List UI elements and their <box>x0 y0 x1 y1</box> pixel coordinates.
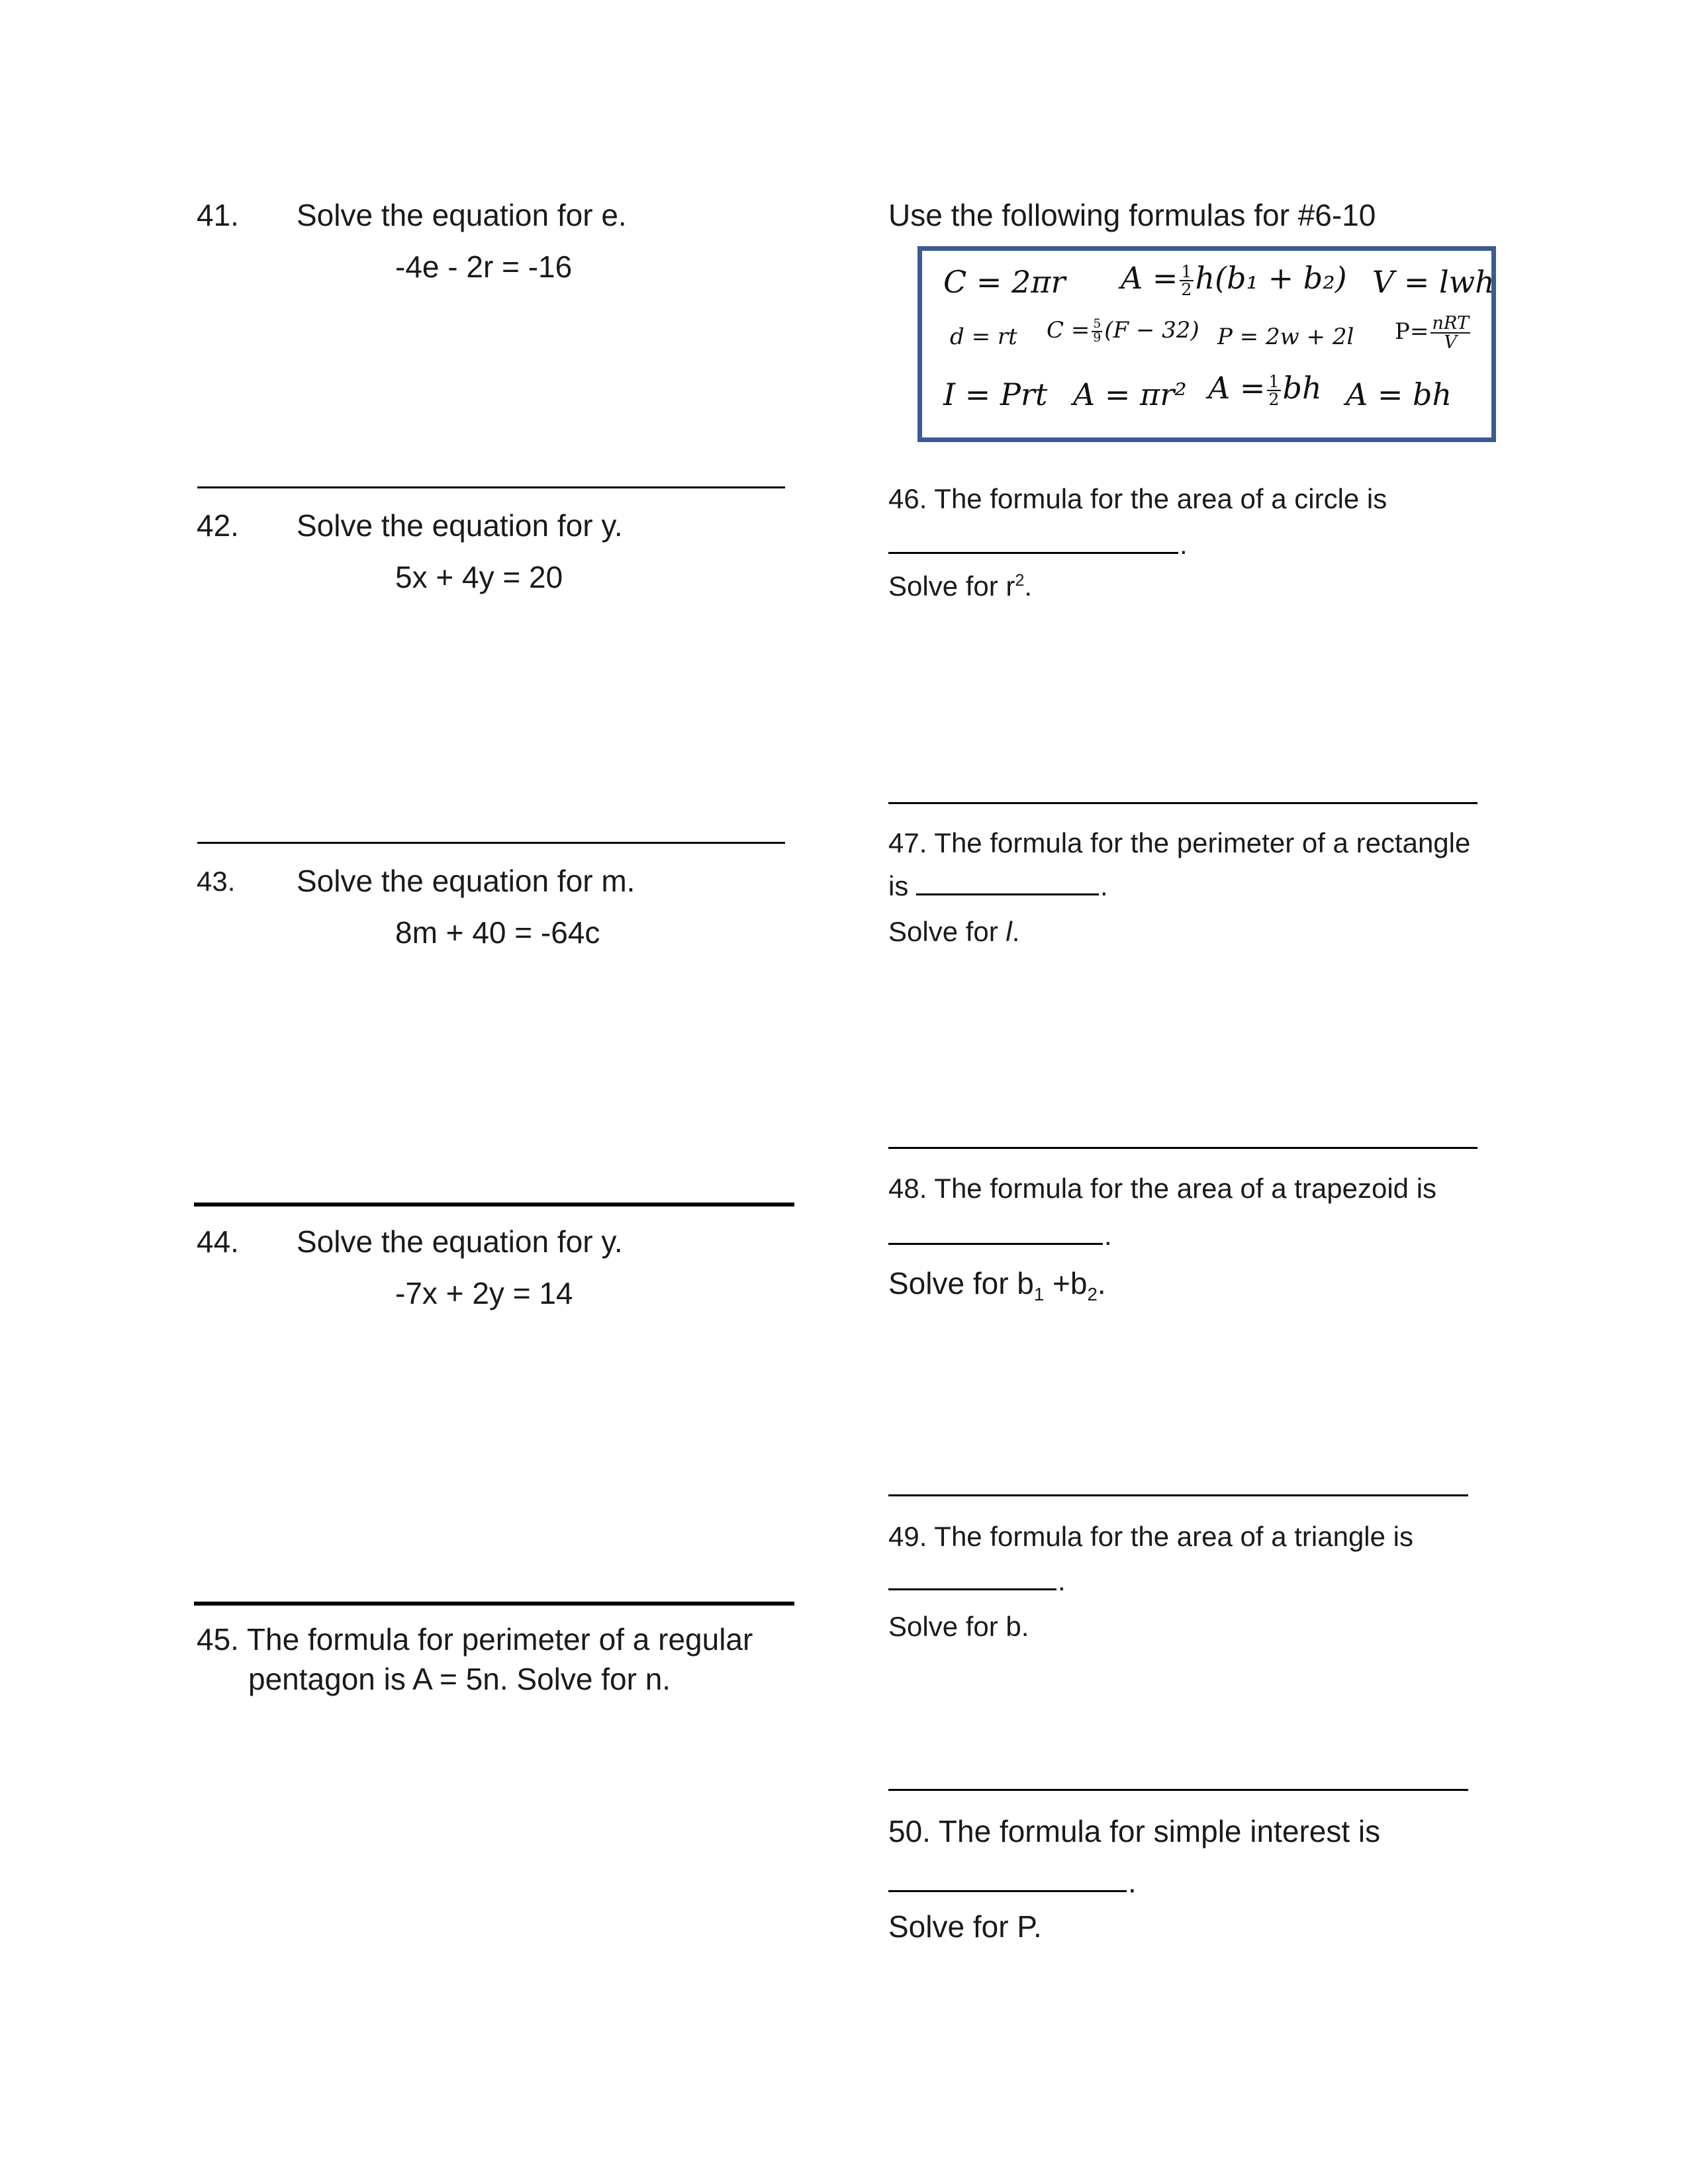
question-42-number: 42. <box>197 508 239 543</box>
question-46-blank-line <box>888 523 1188 561</box>
question-41-prompt: Solve the equation for e. <box>297 198 627 232</box>
question-43-equation: 8m + 40 = -64c <box>395 915 600 950</box>
fraction-numerator: 1 <box>1268 371 1280 391</box>
question-45-line-2: pentagon is A = 5n. Solve for n. <box>248 1662 671 1696</box>
solve-text: Solve for b <box>888 1266 1034 1300</box>
question-46-solve-for <box>888 570 1032 602</box>
formula-triangle-area <box>1208 370 1322 408</box>
formula-gas-lhs: P= <box>1395 318 1429 345</box>
fraction-denominator: 2 <box>1181 280 1192 299</box>
solve-mid: +b <box>1044 1266 1088 1300</box>
subscript-1: 1 <box>1033 1284 1045 1305</box>
question-46-line-1: 46. The formula for the area of a circle is <box>888 483 1387 514</box>
fraction-numerator: 5 <box>1093 317 1102 332</box>
answer-line-48 <box>888 1494 1468 1496</box>
formula-circumference: C = 2πr <box>943 264 1066 300</box>
formula-trapezoid-rhs: h(b₁ + b₂) <box>1195 260 1347 296</box>
solve-suffix: . <box>1024 570 1033 602</box>
answer-line-47 <box>888 1147 1477 1149</box>
fill-in-blank-46[interactable] <box>888 523 1178 554</box>
answer-line-42 <box>197 842 785 844</box>
question-50-solve-for: Solve for P. <box>888 1909 1042 1944</box>
formula-perimeter-rectangle: P = 2w + 2l <box>1217 324 1354 350</box>
fraction-denominator: 9 <box>1093 331 1102 345</box>
formula-trapezoid-area <box>1121 260 1347 298</box>
question-47-line-1: 47. The formula for the perimeter of a rectangle <box>888 827 1471 858</box>
formula-distance: d = rt <box>950 324 1017 350</box>
fraction-numerator: 1 <box>1181 261 1192 281</box>
blank-period: . <box>1128 1864 1137 1899</box>
blank-period: . <box>1058 1565 1066 1597</box>
answer-line-41 <box>197 486 785 488</box>
solve-text: Solve for r <box>888 570 1015 602</box>
formula-triangle-rhs: bh <box>1282 370 1322 406</box>
blank-period: . <box>1180 529 1188 561</box>
fill-in-blank-49[interactable] <box>888 1559 1056 1590</box>
solve-suffix: . <box>1097 1266 1106 1300</box>
question-49-line-1: 49. The formula for the area of a triangle is <box>888 1521 1413 1552</box>
question-44-number: 44. <box>197 1224 239 1259</box>
question-44-prompt: Solve the equation for y. <box>297 1224 623 1259</box>
formula-box <box>917 246 1496 442</box>
question-41-equation: -4e - 2r = -16 <box>395 250 573 284</box>
question-48-blank-line <box>888 1214 1112 1251</box>
formula-volume: V = lwh <box>1372 264 1495 300</box>
fraction-numerator: nRT <box>1432 313 1470 334</box>
formula-parallelogram-area: A = bh <box>1346 377 1452 412</box>
superscript: 2 <box>1015 571 1025 590</box>
formula-celsius-rhs: (F − 32) <box>1104 317 1199 343</box>
fraction-denominator: V <box>1444 332 1458 353</box>
question-47-line-2 <box>888 864 1108 902</box>
fill-in-blank-50[interactable] <box>888 1858 1127 1892</box>
question-48-line-1: 48. The formula for the area of a trapezoid is <box>888 1173 1437 1204</box>
subscript-2: 2 <box>1087 1284 1098 1305</box>
fraction-one-half <box>1180 263 1193 298</box>
solve-suffix: . <box>1011 916 1020 947</box>
question-43-prompt: Solve the equation for m. <box>297 864 635 898</box>
fraction-nrt-over-v <box>1430 314 1470 351</box>
blank-period: . <box>1100 870 1108 902</box>
fill-in-blank-47[interactable] <box>916 864 1099 895</box>
question-47-solve-for <box>888 916 1019 948</box>
answer-line-46 <box>888 802 1477 804</box>
fraction-denominator: 2 <box>1268 390 1280 409</box>
question-48-solve-for <box>888 1265 1106 1305</box>
question-50-blank-line <box>888 1858 1137 1899</box>
question-49-blank-line <box>888 1559 1066 1597</box>
question-45-line-1: 45. The formula for perimeter of a regular <box>197 1622 753 1657</box>
formula-celsius <box>1047 317 1199 345</box>
solve-variable: l <box>1006 916 1012 947</box>
question-43-number: 43. <box>197 866 236 897</box>
fraction-one-half <box>1267 373 1280 408</box>
formula-celsius-lhs: C = <box>1047 317 1090 343</box>
answer-line-44 <box>194 1602 794 1606</box>
formula-triangle-lhs: A = <box>1208 370 1266 406</box>
line2-prefix: is <box>888 870 916 902</box>
formula-gas-law <box>1395 314 1472 351</box>
answer-line-43 <box>194 1203 794 1206</box>
formula-simple-interest: I = Prt <box>943 377 1048 412</box>
answer-line-49 <box>888 1789 1468 1791</box>
formula-circle-area: A = πr² <box>1073 377 1187 412</box>
question-49-solve-for: Solve for b. <box>888 1611 1029 1642</box>
formula-trapezoid-lhs: A = <box>1121 260 1178 296</box>
question-42-equation: 5x + 4y = 20 <box>395 560 563 594</box>
question-44-equation: -7x + 2y = 14 <box>395 1276 573 1310</box>
fill-in-blank-48[interactable] <box>888 1214 1103 1245</box>
formulas-header: Use the following formulas for #6-10 <box>888 198 1376 232</box>
blank-period: . <box>1104 1220 1112 1251</box>
fraction-five-ninths <box>1092 318 1102 344</box>
question-50-line-1: 50. The formula for simple interest is <box>888 1814 1381 1848</box>
question-41-number: 41. <box>197 198 239 232</box>
question-42-prompt: Solve the equation for y. <box>297 508 623 543</box>
solve-text: Solve for <box>888 916 1006 947</box>
